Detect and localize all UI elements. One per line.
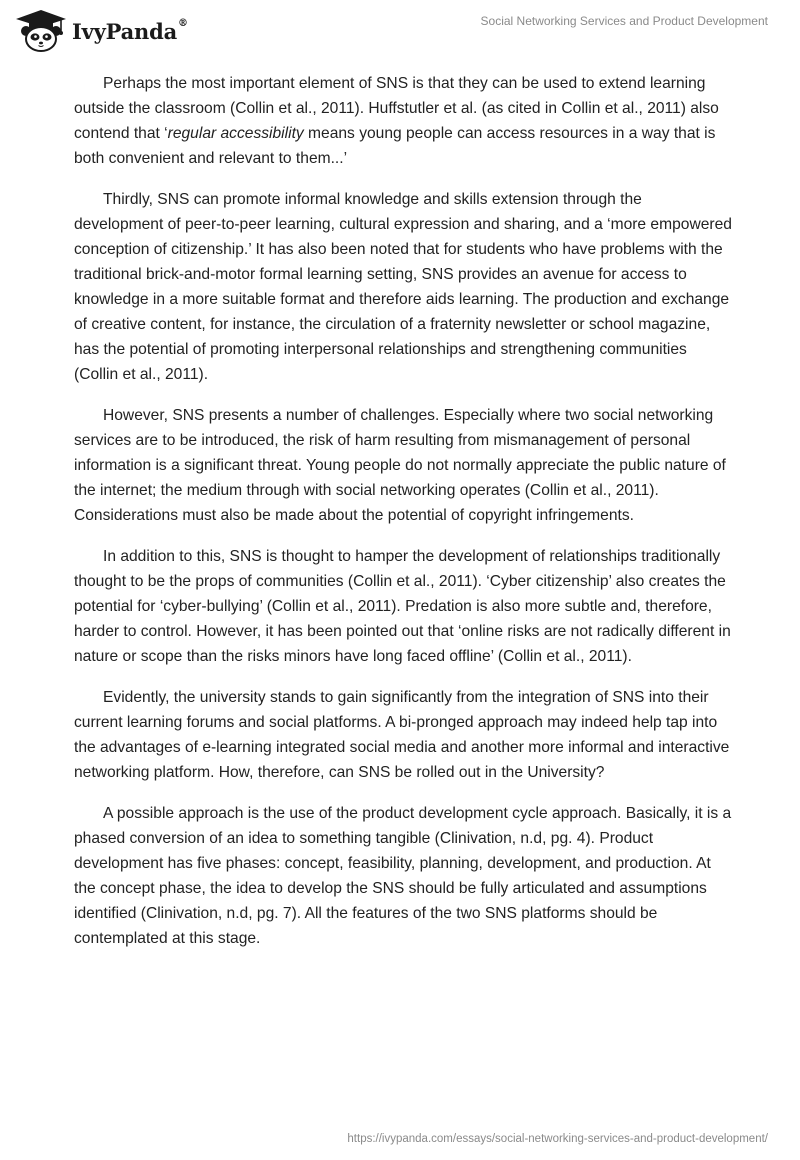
paragraph-2: Thirdly, SNS can promote informal knowledge and skills extension through the development of peer-to-peer learning, cultural expression and sharing, and a ‘more empowered conception of citizenship.’ It has also been noted that for students who have problems with the traditional brick-and-motor formal learning setting, SNS provides an avenue for access to knowledge in a more suitable format and therefore aids learning. The production and exchange of creative content, for instance, the circulation of a fraternity newsletter or school magazine, has the potential of promoting interpersonal relationships and strengthening communities (Collin et al., 2011). bbox=[74, 191, 732, 383]
emphasis-regular-accessibility: regular accessibility bbox=[167, 125, 304, 142]
source-url-link[interactable]: https://ivypanda.com/essays/social-networking-services-and-product-development/ bbox=[347, 1133, 768, 1145]
brand-name: IvyPanda® bbox=[72, 17, 188, 44]
page-header bbox=[0, 0, 800, 60]
paragraph-5: Evidently, the university stands to gain significantly from the integration of SNS into their current learning forums and social platforms. A bi-pronged approach may indeed help tap into the advantages of e-learning integrated social media and another more informal and interactive networking platform. How, therefore, can SNS be rolled out in the University? bbox=[74, 689, 730, 781]
paragraph-6: A possible approach is the use of the product development cycle approach. Basically, it is a phased conversion of an idea to something tangible (Clinivation, n.d, pg. 4). Product development has five phases: concept, feasibility, planning, development, and production. At the concept phase, the idea to develop the SNS should be fully articulated and assumptions identified (Clinivation, n.d, pg. 7). All the features of the two SNS platforms should be contemplated at this stage. bbox=[74, 805, 732, 947]
document-title: Social Networking Services and Product Development bbox=[480, 14, 768, 28]
paragraph-3: However, SNS presents a number of challenges. Especially where two social networking services are to be introduced, the risk of harm resulting from mismanagement of personal information is a significant threat. Young people do not normally appreciate the public nature of the internet; the medium through with social networking operates (Collin et al., 2011). Considerations must also be made about the potential of copyright infringements. bbox=[74, 407, 726, 524]
essay-body bbox=[74, 71, 734, 967]
brand-logo[interactable] bbox=[14, 8, 188, 52]
panda-graduate-icon bbox=[14, 8, 68, 52]
paragraph-1 bbox=[74, 71, 734, 171]
paragraph-1-text-cont: means young people can access resources in a way that is both convenient and relevant to them...’ bbox=[74, 125, 716, 167]
registered-mark: ® bbox=[178, 17, 188, 29]
paragraph-4: In addition to this, SNS is thought to hamper the development of relationships traditionally thought to be the props of communities (Collin et al., 2011). ‘Cyber citizenship’ also creates the potential for ‘cyber-bullying’ (Collin et al., 2011). Predation is also more subtle and, therefore, harder to control. However, it has been pointed out that ‘online risks are not radically different in nature or scope than the risks minors have long faced offline’ (Collin et al., 2011). bbox=[74, 548, 731, 665]
paragraph-1-text: Perhaps the most important element of SNS is that they can be used to extend learning outside the classroom (Collin et al., 2011). Huffstutler et al. (as cited in Collin et al., 2011) also contend that ‘ bbox=[74, 75, 719, 142]
